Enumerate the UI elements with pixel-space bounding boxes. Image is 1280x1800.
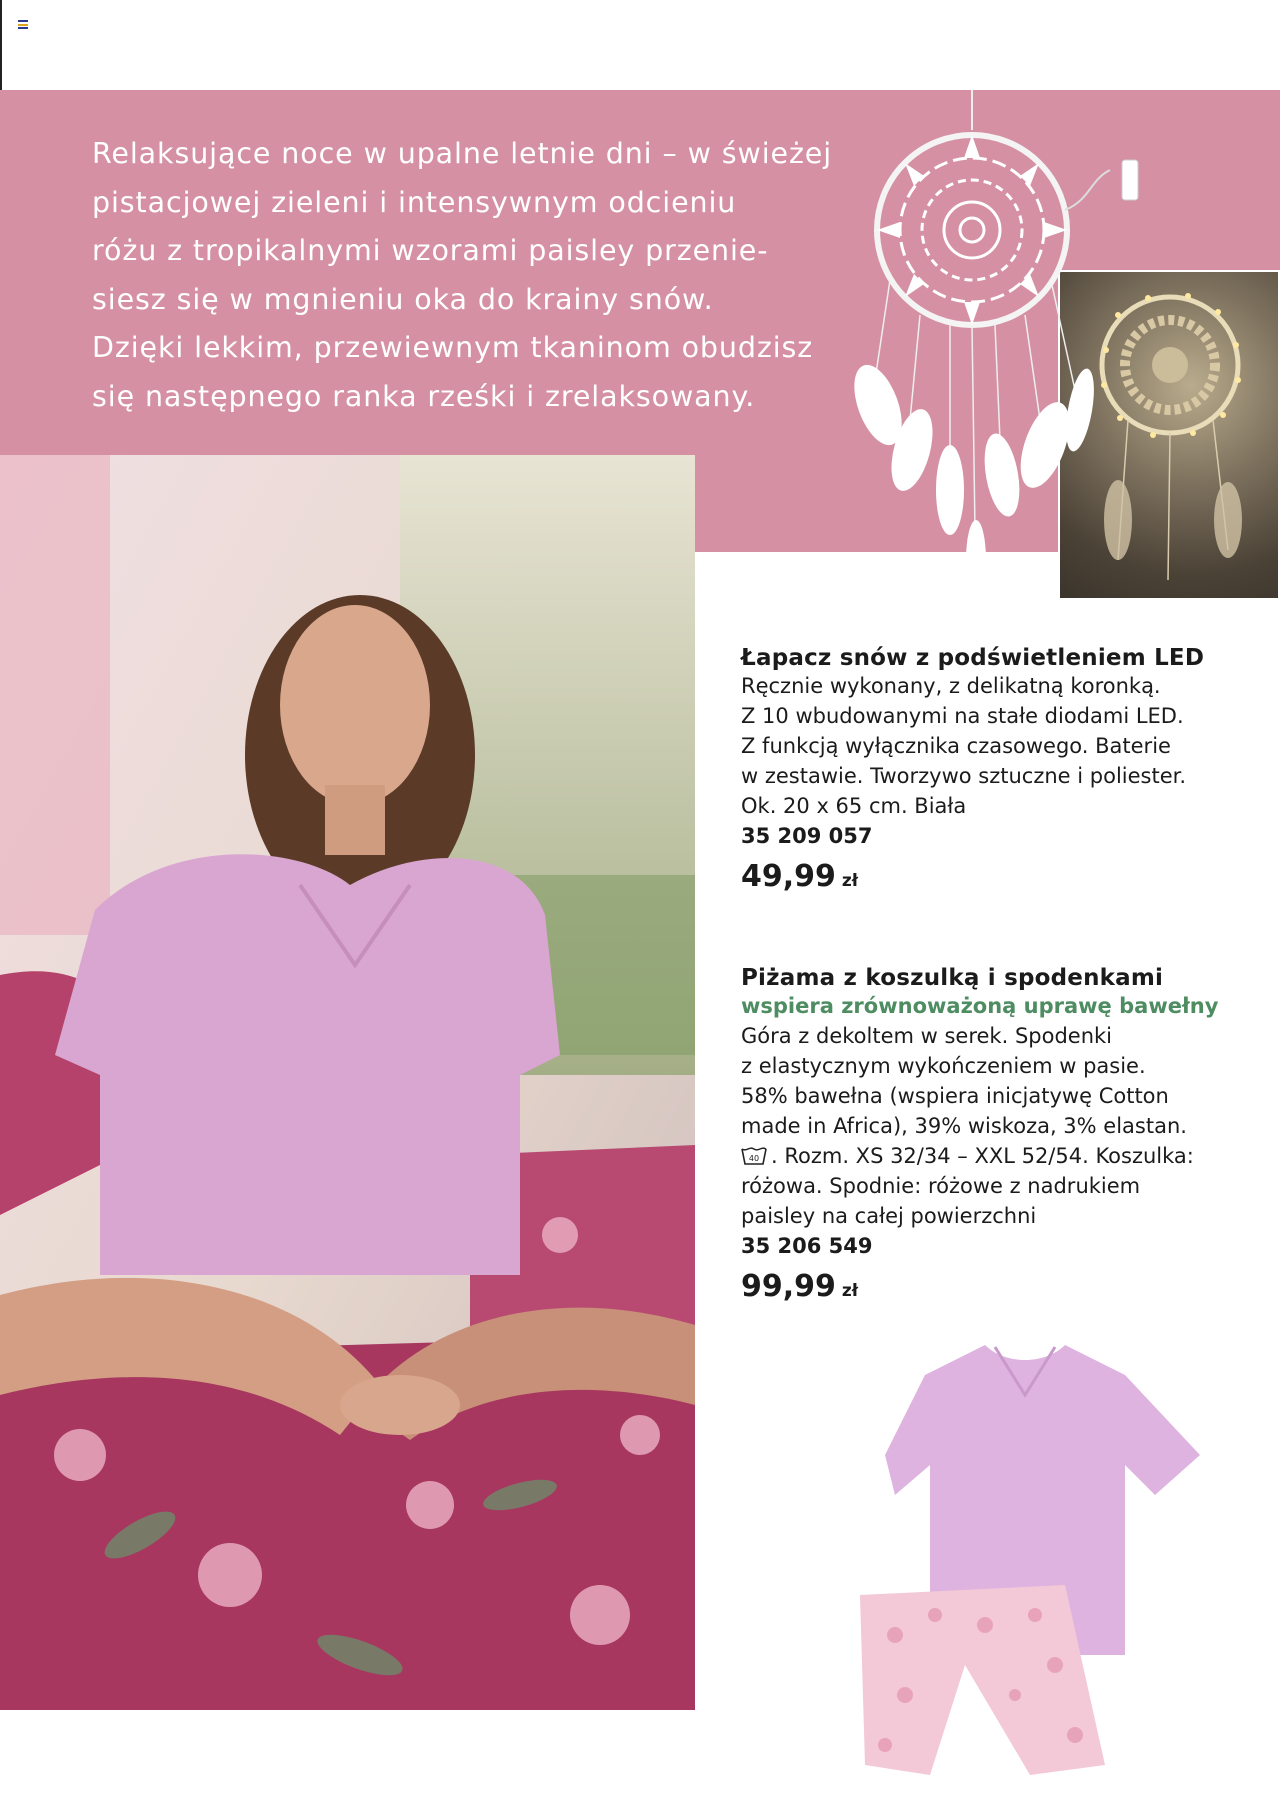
intro-line: pistacjowej zieleni i intensywnym odcieniu xyxy=(92,185,737,219)
intro-line: różu z tropikalnymi wzorami paisley przenie- xyxy=(92,234,769,267)
product-pajamas xyxy=(741,965,1261,1304)
description-line: made in Africa), 39% wiskoza, 3% elastan. xyxy=(741,1114,1187,1138)
size-info: . Rozm. XS 32/34 – XXL 52/54. Koszulka: xyxy=(771,1144,1194,1168)
description-line: Z funkcją wyłącznika czasowego. Baterie xyxy=(741,734,1171,758)
intro-line: Relaksujące noce w upalne letnie dni – w świeżej xyxy=(92,137,833,170)
price-currency: zł xyxy=(841,871,859,891)
product-price xyxy=(741,859,1261,894)
description-line: Ok. 20 x 65 cm. Biała xyxy=(741,794,967,818)
product-description xyxy=(741,1021,1261,1231)
page-edge xyxy=(0,0,2,90)
product-title: Piżama z koszulką i spodenkami xyxy=(741,965,1164,991)
wash-40-icon xyxy=(741,1146,767,1166)
price-currency: zł xyxy=(841,1281,859,1301)
description-line: Z 10 wbudowanymi na stałe diodami LED. xyxy=(741,704,1184,728)
model-photo xyxy=(0,455,695,1710)
menu-icon[interactable] xyxy=(18,20,28,29)
intro-line: się następnego ranka rześki i zrelaksowany. xyxy=(92,379,756,413)
svg-text:40: 40 xyxy=(748,1154,760,1163)
description-line: Góra z dekoltem w serek. Spodenki xyxy=(741,1024,1113,1048)
price-value: 49,99 xyxy=(741,859,836,894)
description-line: Ręcznie wykonany, z delikatną koronką. xyxy=(741,674,1161,698)
product-sku: 35 209 057 xyxy=(741,824,873,848)
product-dreamcatcher xyxy=(741,645,1261,894)
description-line: z elastycznym wykończeniem w pasie. xyxy=(741,1054,1146,1078)
intro-line: siesz się w mgnieniu oka do krainy snów. xyxy=(92,282,714,316)
description-line: paisley na całej powierzchni xyxy=(741,1204,1037,1228)
description-line xyxy=(741,1141,1261,1171)
price-value: 99,99 xyxy=(741,1269,836,1304)
intro-line: Dzięki lekkim, przewiewnym tkaninom obudzisz xyxy=(92,331,814,364)
pajama-product-image xyxy=(855,1335,1215,1785)
product-sku: 35 206 549 xyxy=(741,1234,873,1258)
description-line: w zestawie. Tworzywo sztuczne i poliester. xyxy=(741,764,1187,788)
sustainability-note: wspiera zrównoważoną uprawę bawełny xyxy=(741,994,1219,1018)
product-price xyxy=(741,1269,1261,1304)
intro-text xyxy=(92,130,862,421)
description-line: różowa. Spodnie: różowe z nadrukiem xyxy=(741,1174,1141,1198)
description-line: 58% bawełna (wspiera inicjatywę Cotton xyxy=(741,1084,1169,1108)
product-description xyxy=(741,671,1261,821)
dreamcatcher-illustration xyxy=(840,90,1170,630)
product-title: Łapacz snów z podświetleniem LED xyxy=(741,645,1205,671)
